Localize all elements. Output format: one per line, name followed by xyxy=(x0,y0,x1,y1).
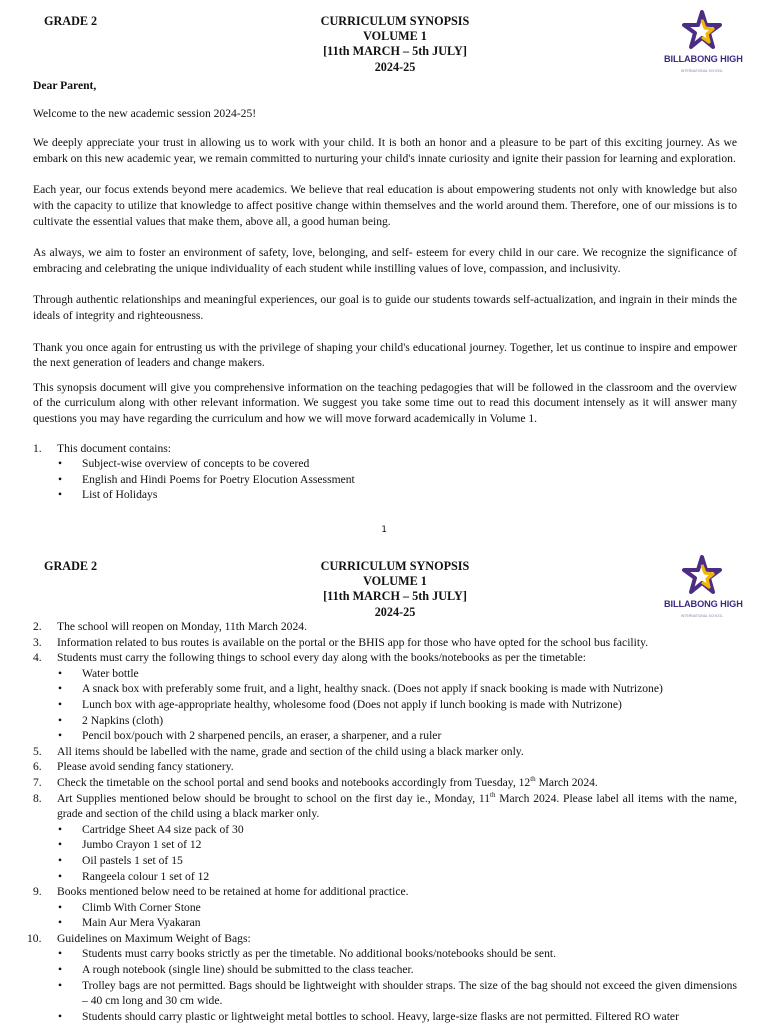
list-text: Books mentioned below need to be retained at home for additional practice. xyxy=(57,885,409,899)
bullet-text: Students should carry plastic or lightweight metal bottles to school. Heavy, large-size flasks are not permitted. Filtered RO water xyxy=(82,1009,679,1023)
list-text: Students must carry the following things to school every day along with the books/notebooks as per the timetable: xyxy=(57,651,587,665)
bullet-icon: • xyxy=(58,900,63,914)
bullet-text: List of Holidays xyxy=(82,488,158,502)
list-text xyxy=(57,792,737,821)
bullet-icon: • xyxy=(58,729,63,743)
bullet-icon: • xyxy=(58,713,63,727)
title-line: 2024-25 xyxy=(374,604,416,619)
school-logo xyxy=(664,10,743,73)
bullet-text: Lunch box with age-appropriate healthy, wholesome food (Does not apply if lunch booking is made with Nutrizone) xyxy=(82,697,622,711)
bullet-item xyxy=(57,1009,737,1024)
bullet-icon: • xyxy=(58,916,63,930)
star-logo-icon xyxy=(682,10,722,52)
bullet-text: 2 Napkins (cloth) xyxy=(82,713,164,727)
list-item xyxy=(33,744,737,760)
bullet-list xyxy=(57,666,737,744)
bullet-item xyxy=(57,728,737,744)
list-text: Please avoid sending fancy stationery. xyxy=(57,760,234,774)
document-title xyxy=(250,559,540,620)
logo-text: BILLABONG HIGH xyxy=(664,599,743,609)
bullet-icon: • xyxy=(58,472,63,486)
bullet-item xyxy=(57,962,737,978)
bullet-icon: • xyxy=(58,853,63,867)
bullet-text: A rough notebook (single line) should be submitted to the class teacher. xyxy=(82,963,414,977)
list-text: All items should be labelled with the name, grade and section of the child using a black marker only. xyxy=(57,744,524,758)
bullet-item xyxy=(57,713,737,729)
bullet-text: Jumbo Crayon 1 set of 12 xyxy=(82,838,202,852)
title-line: [11th MARCH – 5th JULY] xyxy=(323,44,467,59)
bullet-text: A snack box with preferably some fruit, and a light, healthy snack. (Does not apply if snack booking is made with Nutrizone) xyxy=(82,682,663,696)
paragraph: Thank you once again for entrusting us with the privilege of shaping your child's educational journey. Together, let us continue to inspire and empower the next generation of leaders and change makers. xyxy=(33,340,737,370)
bullet-text: Climb With Corner Stone xyxy=(82,900,201,914)
paragraph: Each year, our focus extends beyond mere academics. We believe that real education is about empowering students not only with knowledge but also with the capacity to utilize that knowledge to affect positive change within themselves and the world around them. Therefore, one of our missions is to cultivate the essential values that make them, above all, a good human being. xyxy=(33,183,737,228)
bullet-icon: • xyxy=(58,697,63,711)
list-item xyxy=(33,884,737,931)
text-fragment: Check the timetable on the school portal and send books and notebooks accordingly from Tuesday, 12 xyxy=(57,775,531,789)
bullet-item xyxy=(57,853,737,869)
paragraph: As always, we aim to foster an environment of safety, love, belonging, and self- esteem for every child in our care. We recognize the significance of embracing and celebrating the unique individuality of each student while instilling values of love, compassion, and inclusivity. xyxy=(33,246,737,275)
text-fragment: March 2024. Please label all items with the name, grade and section of the child using a black marker only. xyxy=(57,791,737,821)
title-line: CURRICULUM SYNOPSIS xyxy=(320,559,470,573)
bullet-item xyxy=(57,946,737,962)
list-number: 3. xyxy=(33,635,42,649)
bullet-list xyxy=(57,456,737,503)
page-number: 1 xyxy=(381,525,387,535)
bullet-text: Trolley bags are not permitted. Bags should be lightweight with shoulder straps. The size of the bag should not exceed the given dimensions – 40 cm long and 30 cm wide. xyxy=(82,978,737,1008)
bullet-text: Cartridge Sheet A4 size pack of 30 xyxy=(82,822,244,836)
bullet-list xyxy=(57,900,737,931)
list-text: Information related to bus routes is available on the portal or the BHIS app for those who have opted for the school bus facility. xyxy=(57,635,649,649)
bullet-icon: • xyxy=(58,963,63,977)
bullet-item xyxy=(57,822,737,838)
list-item xyxy=(27,931,737,1024)
bullet-text: Subject-wise overview of concepts to be covered xyxy=(82,457,310,471)
list-item xyxy=(33,650,737,744)
list-number: 7. xyxy=(33,775,42,789)
bullet-icon: • xyxy=(58,457,63,471)
bullet-icon: • xyxy=(58,666,63,680)
bullet-icon: • xyxy=(58,682,63,696)
list-number: 8. xyxy=(33,791,42,805)
list-number: 10. xyxy=(27,931,42,945)
list-item xyxy=(33,791,737,885)
grade-label: GRADE 2 xyxy=(44,559,98,573)
paragraph: Through authentic relationships and meaningful experiences, our goal is to guide our students towards self-actualization, and ingrain in their minds the ideals of integrity and righteousness. xyxy=(33,293,737,322)
bullet-list xyxy=(57,946,737,1024)
list-number: 6. xyxy=(33,760,42,774)
list-item xyxy=(33,441,737,503)
page-header xyxy=(0,545,768,619)
bullet-item xyxy=(57,978,737,1009)
list-item xyxy=(33,619,737,635)
school-logo xyxy=(664,555,743,618)
list-item xyxy=(33,775,737,791)
bullet-item xyxy=(57,456,737,472)
list-text: The school will reopen on Monday, 11th March 2024. xyxy=(57,620,307,633)
page-header xyxy=(0,0,768,74)
paragraph: Welcome to the new academic session 2024-25! xyxy=(33,106,257,120)
bullet-item xyxy=(57,666,737,682)
ordinal-suffix: th xyxy=(530,775,536,784)
bullet-text: Main Aur Mera Vyakaran xyxy=(82,916,201,930)
bullet-item xyxy=(57,697,737,713)
logo-text: BILLABONG HIGH xyxy=(664,54,743,64)
page-2 xyxy=(0,545,768,1024)
star-logo-icon xyxy=(682,555,722,597)
bullet-text: Water bottle xyxy=(82,666,139,680)
list-number: 5. xyxy=(33,744,42,758)
bullet-icon: • xyxy=(58,838,63,852)
logo-tagline: INTERNATIONAL SCHOOL xyxy=(680,69,723,73)
bullet-item xyxy=(57,487,737,503)
list-number: 2. xyxy=(33,620,42,633)
bullet-icon: • xyxy=(58,947,63,961)
list-number: 9. xyxy=(33,885,42,899)
instructions-list xyxy=(27,619,737,1024)
list-item xyxy=(33,759,737,775)
grade-label: GRADE 2 xyxy=(44,14,98,28)
title-line: VOLUME 1 xyxy=(363,574,427,589)
text-fragment: Art Supplies mentioned below should be brought to school on the first day ie., Monday, 11 xyxy=(57,791,491,805)
bullet-text: English and Hindi Poems for Poetry Elocution Assessment xyxy=(82,472,355,486)
bullet-text: Rangeela colour 1 set of 12 xyxy=(82,869,210,883)
bullet-item xyxy=(57,869,737,885)
bullet-text: Pencil box/pouch with 2 sharpened pencils, an eraser, a sharpener, and a ruler xyxy=(82,729,442,743)
letter-body xyxy=(33,78,737,503)
list-number: 1. xyxy=(33,441,42,455)
salutation: Dear Parent, xyxy=(33,79,97,92)
list-text xyxy=(57,776,598,789)
bullet-item xyxy=(57,472,737,488)
list-item xyxy=(33,635,737,651)
list-text: Guidelines on Maximum Weight of Bags: xyxy=(57,931,251,945)
document-title xyxy=(250,14,540,75)
bullet-icon: • xyxy=(58,822,63,836)
bullet-icon: • xyxy=(58,1009,63,1023)
bullet-item xyxy=(57,915,737,931)
text-fragment: March 2024. xyxy=(535,775,598,789)
bullet-icon: • xyxy=(58,978,63,992)
bullet-item xyxy=(57,681,737,697)
title-line: [11th MARCH – 5th JULY] xyxy=(323,589,467,604)
bullet-icon: • xyxy=(58,488,63,502)
bullet-list xyxy=(57,822,737,884)
ordinal-suffix: th xyxy=(490,790,496,799)
bullet-item xyxy=(57,900,737,916)
title-line: VOLUME 1 xyxy=(363,29,427,44)
bullet-text: Students must carry books strictly as per the timetable. No additional books/notebooks should be sent. xyxy=(82,947,556,961)
bullet-icon: • xyxy=(58,869,63,883)
title-line: 2024-25 xyxy=(374,59,416,74)
logo-tagline: INTERNATIONAL SCHOOL xyxy=(680,614,723,618)
list-number: 4. xyxy=(33,651,42,665)
paragraph: We deeply appreciate your trust in allowing us to work with your child. It is both an honor and a pleasure to be part of this exciting journey. As we embark on this new academic year, we remain committed to nurturing your child's innate curiosity and ignite their passion for learning and exploration. xyxy=(33,136,737,165)
bullet-item xyxy=(57,837,737,853)
bullet-text: Oil pastels 1 set of 15 xyxy=(82,853,183,867)
list-text: This document contains: xyxy=(57,441,171,455)
title-line: CURRICULUM SYNOPSIS xyxy=(320,14,470,28)
paragraph: This synopsis document will give you comprehensive information on the teaching pedagogies that will be followed in the classroom and the overview of the curriculum along with other relevant information. We suggest you take some time out to read this document intensely as it will answer many questions you may have regarding the curriculum and how we will move forward academically in Volume 1. xyxy=(33,380,737,425)
